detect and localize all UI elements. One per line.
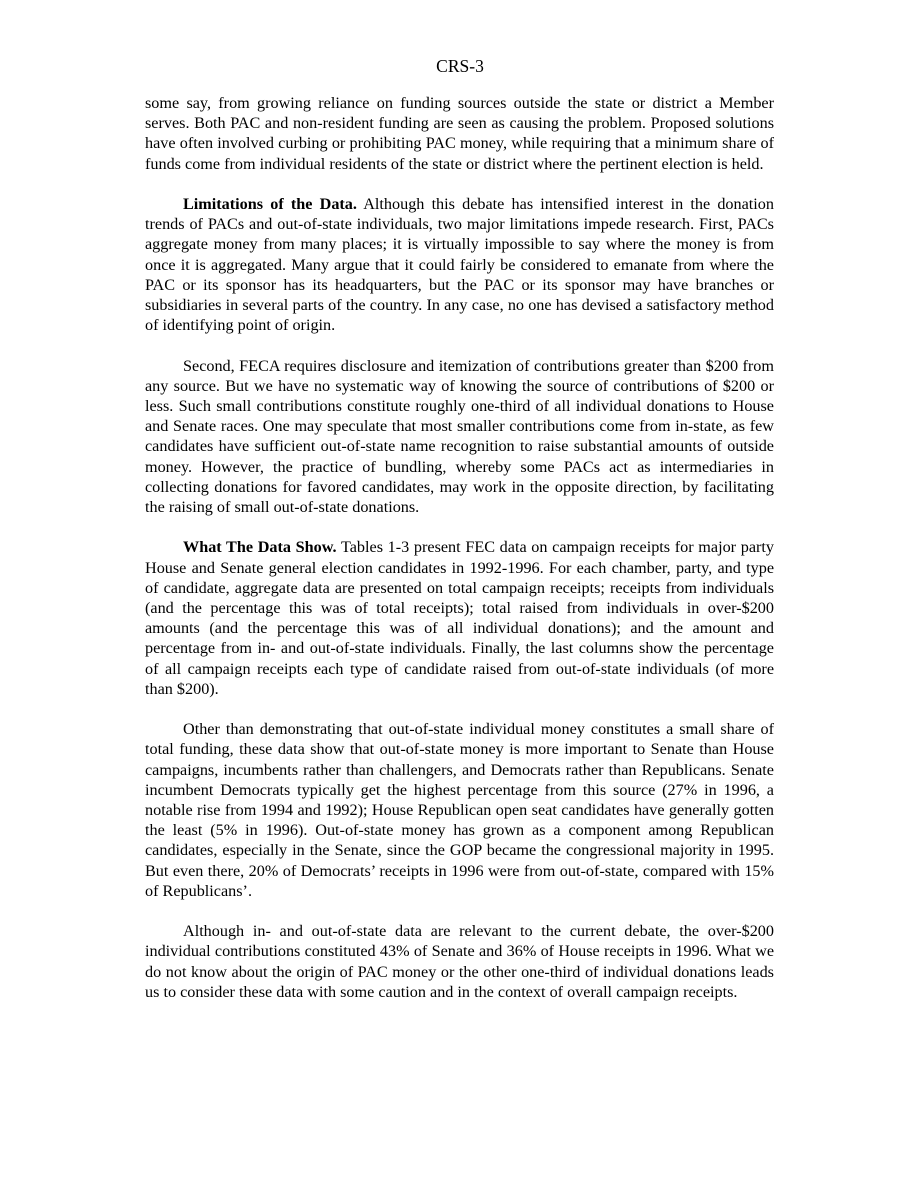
paragraph-findings xyxy=(145,719,774,901)
run-in-heading: Limitations of the Data. xyxy=(183,195,357,213)
paragraph-feca-disclosure xyxy=(145,356,774,518)
paragraph-text: Although this debate has intensified interest in the donation trends of PACs and out-of-state individuals, two major limitations impede research. First, PACs aggregate money from many places; it is virtually impossible to say where the money is from once it is aggregated. Many argue that it could fairly be considered to emanate from where the PAC or its sponsor has its headquarters, but the PAC or its sponsor may have branches or subsidiaries in several parts of the country. In any case, no one has devised a satisfactory method of identifying point of origin. xyxy=(145,195,774,335)
paragraph-limitations xyxy=(145,194,774,335)
paragraph-text: Second, FECA requires disclosure and itemization of contributions greater than $200 from any source. But we have no systematic way of knowing the source of contributions of $200 or less. Such small contributions constitute roughly one-third of all individual donations to House and Senate races. One may speculate that most smaller contributions come from in-state, as few candidates have sufficient out-of-state name recognition to raise substantial amounts of outside money. However, the practice of bundling, whereby some PACs act as intermediaries in collecting donations for favored candidates, may work in the opposite direction, by facilitating the raising of small out-of-state donations. xyxy=(145,356,774,517)
paragraph-text: Other than demonstrating that out-of-state individual money constitutes a small share of total funding, these data show that out-of-state money is more important to Senate than House campaigns, incumbents rather than challengers, and Democrats rather than Republicans. Senate incumbent Democrats typically get the highest percentage from this source (27% in 1996, a notable rise from 1994 and 1992); House Republican open seat candidates have generally gotten the least (5% in 1996). Out-of-state money has grown as a component among Republican candidates, especially in the Senate, since the GOP became the congressional majority in 1995. But even there, 20% of Democrats’ receipts in 1996 were from out-of-state, compared with 15% of Republicans’. xyxy=(145,720,774,900)
document-body xyxy=(145,93,774,1022)
paragraph-intro-continuation xyxy=(145,93,774,174)
paragraph-text: Tables 1-3 present FEC data on campaign receipts for major party House and Senate general election candidates in 1992-1996. For each chamber, party, and type of candidate, aggregate data are presented on total campaign receipts; receipts from individuals (and the percentage this was of total receipts); total raised from individuals in over-$200 amounts (and the percentage this was of all individual donations); and the amount and percentage from in- and out-of-state individuals. Finally, the last columns show the percentage of all campaign receipts each type of candidate raised from out-of-state individuals (of more than $200). xyxy=(145,538,774,698)
paragraph-text: Although in- and out-of-state data are relevant to the current debate, the over-$200 individual contributions constituted 43% of Senate and 36% of House receipts in 1996. What we do not know about the origin of PAC money or the other one-third of individual donations leads us to consider these data with some caution and in the context of overall campaign receipts. xyxy=(145,922,774,1001)
run-in-heading: What The Data Show. xyxy=(183,538,337,557)
paragraph-caution xyxy=(145,921,774,1002)
page-header: CRS-3 xyxy=(436,56,484,76)
paragraph-text: some say, from growing reliance on funding sources outside the state or district a Member serves. Both PAC and non-resident funding are seen as causing the problem. Proposed solutions have often involved curbing or prohibiting PAC money, while requiring that a minimum share of funds come from individual residents of the state or district where the pertinent election is held. xyxy=(145,94,774,173)
paragraph-data-show xyxy=(145,537,774,699)
